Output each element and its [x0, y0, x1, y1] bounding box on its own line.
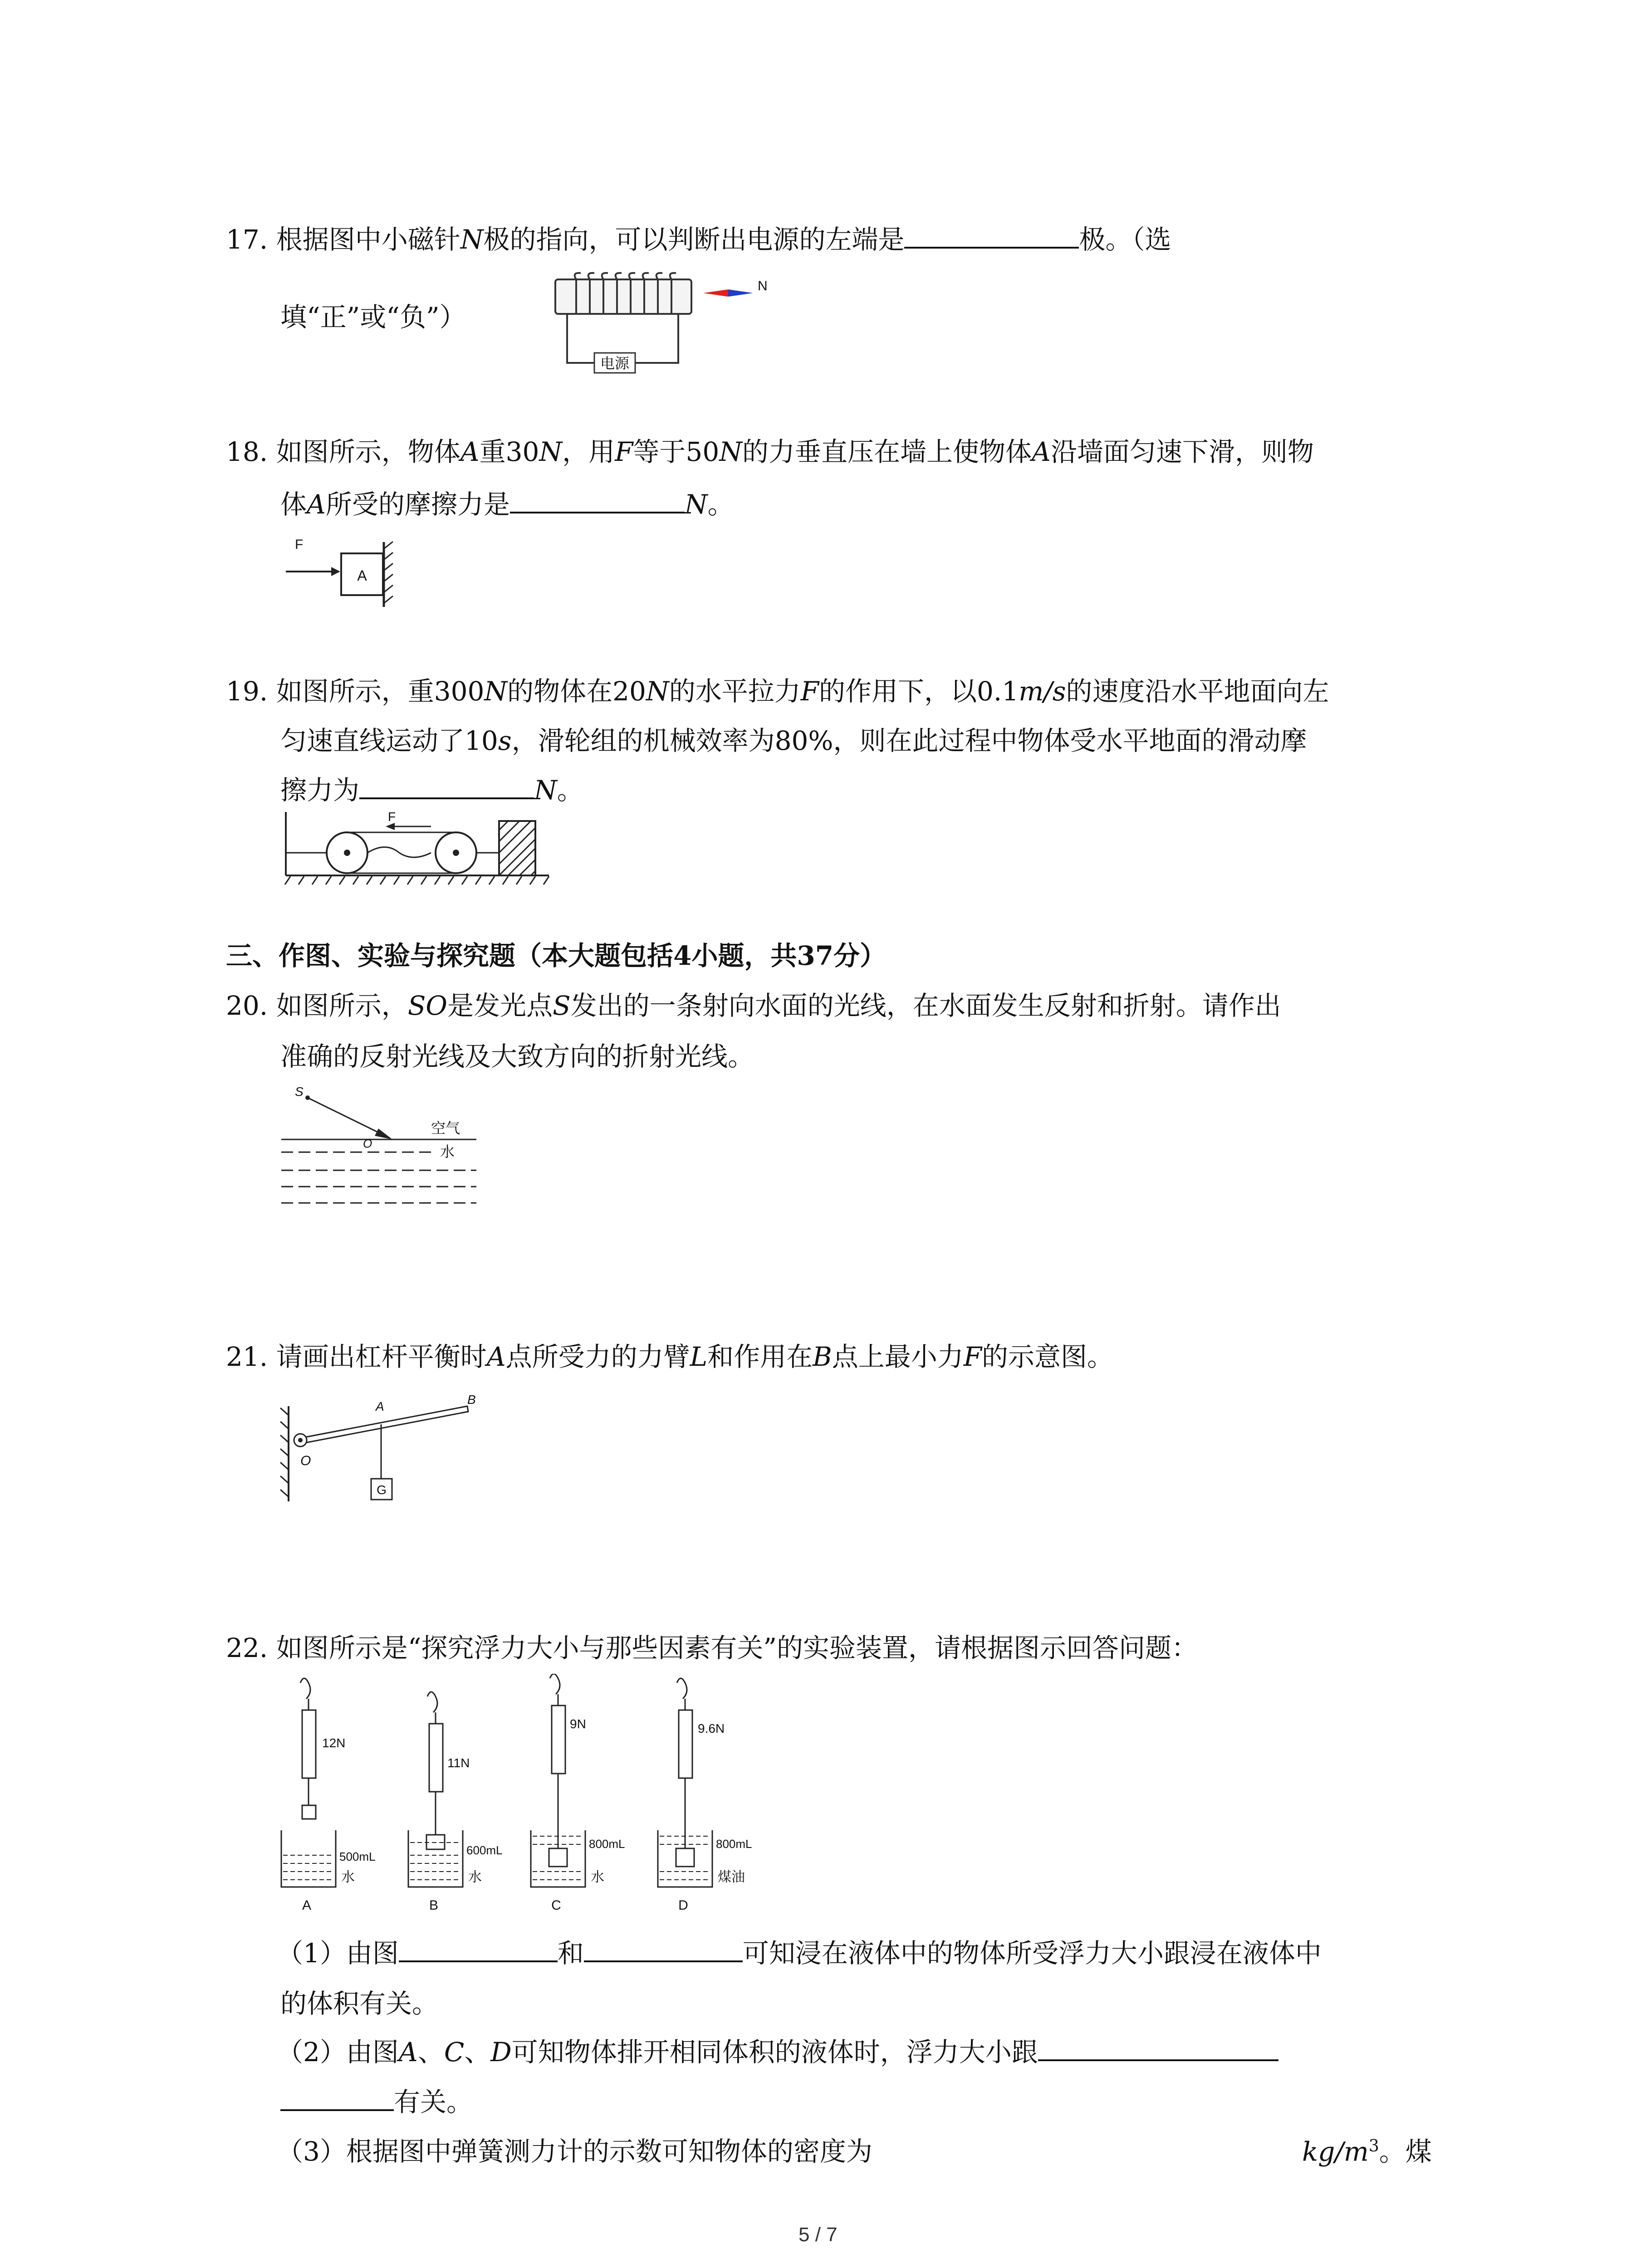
force-f-label: F: [388, 810, 396, 824]
q22-part1-line1: [277, 1938, 1322, 1969]
force-reading: 9N: [570, 1717, 586, 1731]
force-reading: 11N: [447, 1756, 470, 1770]
answer-blank[interactable]: [904, 226, 1079, 249]
q22-text: 、: [417, 2037, 444, 2068]
q18-var: A: [307, 489, 326, 520]
q19-text: ，滑轮组的机械效率为80%，则在此过程中物体受水平地面的滑动摩: [511, 725, 1307, 756]
q22-text: 有关。: [394, 2087, 473, 2117]
q22-part2-line2: [280, 2088, 473, 2115]
power-label: 电源: [600, 355, 630, 371]
air-label: 空气: [431, 1120, 460, 1136]
q22-number: 22.: [226, 1633, 268, 1663]
q19-line2: [280, 725, 1307, 756]
setup-letter: C: [551, 1898, 561, 1913]
q21-var: L: [690, 1341, 708, 1372]
q18-text: 的力垂直压在墙上使物体: [742, 436, 1032, 467]
q21-var: A: [486, 1341, 506, 1372]
q19-line3: [280, 775, 583, 806]
q22-var: D: [490, 2037, 512, 2068]
q18-text: 重30: [479, 436, 539, 467]
q18-text: 体: [280, 489, 307, 520]
q18-text: ，用: [562, 436, 615, 467]
answer-blank[interactable]: [399, 1940, 558, 1962]
q20-line1: [226, 992, 1281, 1019]
setup-c: [531, 1674, 625, 1913]
q21-text: 和作用在: [707, 1341, 813, 1372]
q18-var: A: [1032, 436, 1051, 467]
q18-line1: [226, 436, 1314, 467]
liquid-label: 煤油: [718, 1870, 745, 1885]
q17-text: 根据图中小磁针: [276, 224, 460, 255]
answer-blank[interactable]: [1038, 2038, 1279, 2061]
q18-number: 18.: [226, 436, 268, 467]
q19-text: 擦力为: [280, 775, 360, 806]
q22-part3-unit: [1302, 2138, 1432, 2165]
volume-reading: 800mL: [716, 1837, 752, 1851]
q18-var: N: [719, 436, 742, 467]
q19-text: 的速度沿水平地面向左: [1066, 676, 1329, 707]
q19-text: 如图所示，重300: [276, 676, 485, 707]
q20-line2: 准确的反射光线及大致方向的折射光线。: [280, 1041, 754, 1072]
q19-text: 。: [557, 775, 583, 806]
q18-line2: [280, 491, 734, 518]
q21-var: F: [963, 1341, 982, 1372]
q22-part1-line2: 的体积有关。: [280, 1988, 439, 2019]
wall-block-figure: [281, 535, 417, 612]
volume-reading: 600mL: [466, 1843, 503, 1857]
q21-number: 21.: [226, 1341, 268, 1372]
q19-var: N: [484, 676, 508, 707]
q17-line2: 填“正”或“负”）: [280, 302, 466, 332]
answer-blank[interactable]: [359, 777, 534, 799]
point-s-label: S: [295, 1085, 304, 1099]
setup-a: [281, 1678, 376, 1913]
q19-number: 19.: [226, 676, 268, 707]
q20-var: SO: [407, 990, 447, 1021]
q22-text: 可知浸在液体中的物体所受浮力大小跟浸在液体中: [742, 1938, 1322, 1969]
setup-b: [408, 1692, 503, 1913]
force-reading: 12N: [322, 1736, 346, 1750]
q21-var: B: [813, 1341, 832, 1372]
q18-text: 所受的摩擦力是: [325, 489, 510, 520]
q19-var: F: [800, 676, 819, 707]
q18-text: 等于50: [633, 436, 720, 467]
q19-text: 匀速直线运动了10: [280, 725, 498, 756]
q22-text: （3）根据图中弹簧测力计的示数可知物体的密度为: [277, 2136, 872, 2167]
q21-text: 请画出杠杆平衡时: [276, 1341, 487, 1372]
force-reading: 9.6N: [698, 1721, 725, 1735]
block-a-label: A: [357, 567, 367, 584]
q22-text: 和: [557, 1938, 584, 1969]
q22-var: C: [444, 2037, 465, 2068]
volume-reading: 800mL: [589, 1837, 625, 1851]
q22-text: 可知物体排开相同体积的液体时，浮力大小跟: [511, 2037, 1038, 2068]
q21-text: 点上最小力: [832, 1341, 964, 1372]
liquid-label: 水: [341, 1870, 355, 1885]
q17-line1: [226, 226, 1171, 253]
q19-text: 的物体在20: [507, 676, 646, 707]
point-b-label: B: [467, 1393, 476, 1407]
q21-line1: [226, 1341, 1114, 1372]
q17-number: 17.: [226, 224, 268, 255]
force-f-label: F: [295, 537, 304, 552]
q22-part2-line1: [277, 2037, 1279, 2068]
setup-letter: B: [429, 1898, 439, 1913]
q22-part3-line1: [277, 2138, 872, 2165]
density-unit: kg/m: [1302, 2136, 1369, 2167]
density-unit-exponent: 3: [1368, 2137, 1379, 2156]
q18-text: 。: [707, 489, 734, 520]
q18-text: 沿墙面匀速下滑，则物: [1050, 436, 1314, 467]
liquid-label: 水: [591, 1870, 604, 1885]
q20-var: S: [553, 990, 571, 1021]
q19-var: N: [646, 676, 669, 707]
q21-text: 点所受力的力臂: [505, 1341, 690, 1372]
q21-text: 的示意图。: [982, 1341, 1114, 1372]
q19-unit: N: [534, 775, 557, 806]
q19-text: 的作用下，以0.1: [818, 676, 1019, 707]
q18-unit: N: [684, 489, 708, 520]
q22-text: （1）由图: [277, 1938, 399, 1969]
lever-figure: [277, 1388, 495, 1506]
point-a-label: A: [376, 1399, 384, 1413]
solenoid-figure: [549, 268, 794, 376]
section-title: 三、作图、实验与探究题（本大题包括4小题，共37分）: [226, 940, 887, 971]
q22-text: 。煤: [1379, 2136, 1432, 2167]
q18-text: 如图所示，物体: [276, 436, 460, 467]
liquid-label: 水: [468, 1870, 482, 1885]
setup-d: [658, 1678, 752, 1913]
q20-text: 如图所示，: [276, 990, 408, 1021]
q22-text: 、: [464, 2037, 491, 2068]
q19-var: s: [498, 725, 512, 756]
pivot-o-label: O: [300, 1453, 311, 1468]
volume-reading: 500mL: [339, 1850, 376, 1863]
water-label: 水: [440, 1144, 455, 1160]
q19-line1: [226, 676, 1329, 707]
q17-var: N: [460, 224, 484, 255]
q18-var: N: [539, 436, 563, 467]
compass-blue-half: [728, 289, 753, 297]
page-number: 5 / 7: [798, 2224, 838, 2246]
q18-var: A: [460, 436, 480, 467]
answer-blank[interactable]: [280, 2088, 394, 2111]
answer-blank[interactable]: [584, 1940, 743, 1962]
q22-line1: [226, 1635, 1198, 1661]
q19-var: m/s: [1019, 676, 1066, 707]
buoyancy-figure: [272, 1674, 798, 1928]
q18-var: F: [615, 436, 633, 467]
setup-letter: A: [302, 1898, 312, 1913]
q22-var: A: [398, 2037, 418, 2068]
compass-n-label: N: [758, 279, 768, 293]
point-o-label: O: [363, 1137, 372, 1150]
q19-text: 的水平拉力: [669, 676, 801, 707]
light-refraction-figure: [277, 1080, 481, 1216]
q20-text: 是发光点: [447, 990, 553, 1021]
q20-number: 20.: [226, 990, 268, 1021]
compass-red-half: [703, 289, 728, 297]
q22-text: 如图所示是“探究浮力大小与那些因素有关”的实验装置，请根据图示回答问题：: [276, 1633, 1198, 1663]
answer-blank[interactable]: [510, 491, 685, 513]
setup-letter: D: [678, 1898, 688, 1913]
q20-text: 发出的一条射向水面的光线，在水面发生反射和折射。请作出: [570, 990, 1281, 1021]
weight-g-label: G: [377, 1483, 387, 1497]
q22-text: （2）由图: [277, 2037, 399, 2068]
q17-text: 极的指向，可以判断出电源的左端是: [483, 224, 905, 255]
q17-text: 极。（选: [1079, 224, 1171, 255]
pulley-figure: [277, 807, 558, 887]
